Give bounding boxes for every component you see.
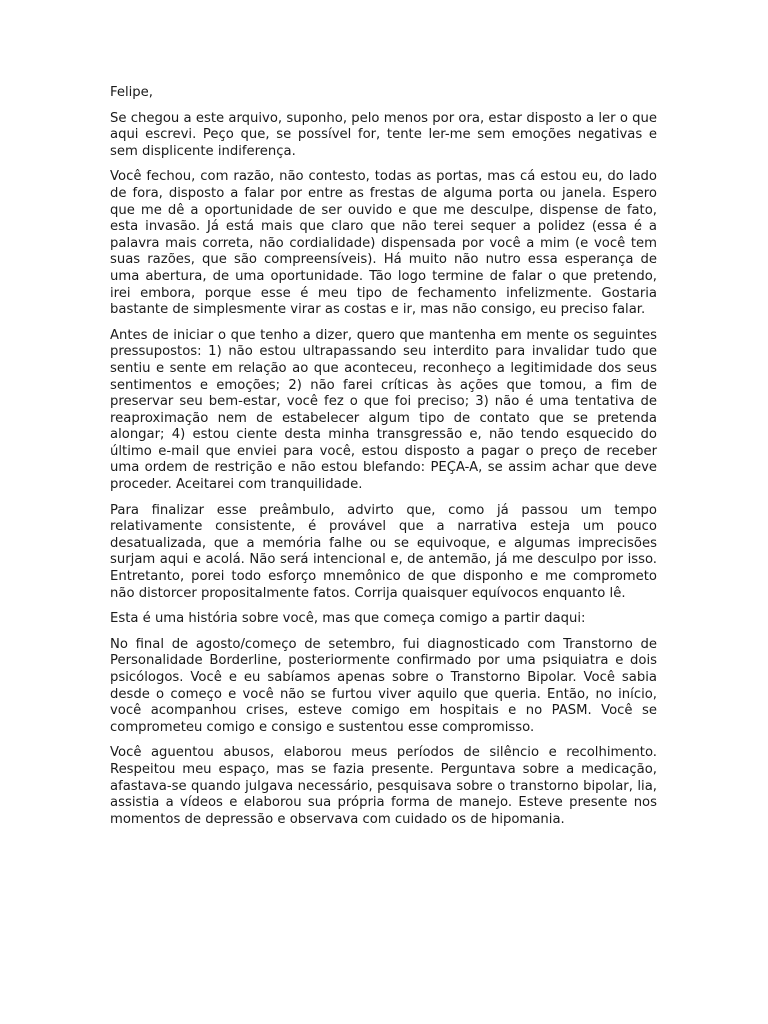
- paragraph: Esta é uma história sobre você, mas que começa comigo a partir daqui:: [110, 611, 586, 627]
- paragraph: Você fechou, com razão, não contesto, todas as portas, mas cá estou eu, do lado de fora, disposto a falar por entre as frestas de alguma porta ou janela. Espero que me dê a oportunidade de ser ouvido e que me desculpe, dispense de fato, esta invasão. Já está mais que claro que não terei sequer a polidez (essa é a palavra mais correta, não cordialidade) dispensada por você a mim (e você tem suas razões, que são compreensíveis). Há muito não nutro essa esperança de uma abertura, de uma oportunidade. Tão logo termine de falar o que pretendo, irei embora, porque esse é meu tipo de fechamento infelizmente. Gostaria bastante de simplesmente virar as costas e ir, mas não consigo, eu preciso falar.: [110, 169, 657, 318]
- paragraph: No final de agosto/começo de setembro, fui diagnosticado com Transtorno de Personalidade Borderline, posteriormente confirmado por uma psiquiatra e dois psicólogos. Você e eu sabíamos apenas sobre o Transtorno Bipolar. Você sabia desde o começo e você não se furtou viver aquilo que queria. Então, no início, você acompanhou crises, esteve comigo em hospitais e no PASM. Você se comprometeu comigo e consigo e sustentou esse compromisso.: [110, 636, 657, 735]
- paragraph: Antes de iniciar o que tenho a dizer, quero que mantenha em mente os seguintes pressupostos: 1) não estou ultrapassando seu interdito para invalidar tudo que sentiu e sente em relação ao que aconteceu, reconheço a legitimidade dos seus sentimentos e emoções; 2) não farei críticas às ações que tomou, a fim de preservar seu bem-estar, você fez o que foi preciso; 3) não é uma tentativa de reaproximação nem de estabelecer algum tipo de contato que se pretenda alongar; 4) estou ciente desta minha transgressão e, não tendo esquecido do último e-mail que enviei para você, estou disposto a pagar o preço de receber uma ordem de restrição e não estou blefando: PEÇA-A, se assim achar que deve proceder. Aceitarei com tranquilidade.: [110, 327, 657, 493]
- letter-body: [110, 85, 657, 837]
- paragraph: Se chegou a este arquivo, suponho, pelo menos por ora, estar disposto a ler o que aqui escrevi. Peço que, se possível for, tente ler-me sem emoções negativas e sem displicente indiferença.: [110, 110, 657, 159]
- salutation: Felipe,: [110, 85, 153, 100]
- paragraph: Você aguentou abusos, elaborou meus períodos de silêncio e recolhimento. Respeitou meu espaço, mas se fazia presente. Perguntava sobre a medicação, afastava-se quando julgava necessário, pesquisava sobre o transtorno bipolar, lia, assistia a vídeos e elaborou sua própria forma de manejo. Esteve presente nos momentos de depressão e observava com cuidado os de hipomania.: [110, 745, 657, 827]
- paragraph: Para finalizar esse preâmbulo, advirto que, como já passou um tempo relativamente consistente, é provável que a narrativa esteja um pouco desatualizada, que a memória falhe ou se equivoque, e algumas imprecisões surjam aqui e acolá. Não será intencional e, de antemão, já me desculpo por isso. Entretanto, porei todo esforço mnemônico de que disponho e me comprometo não distorcer propositalmente fatos. Corrija quaisquer equívocos enquanto lê.: [110, 502, 657, 601]
